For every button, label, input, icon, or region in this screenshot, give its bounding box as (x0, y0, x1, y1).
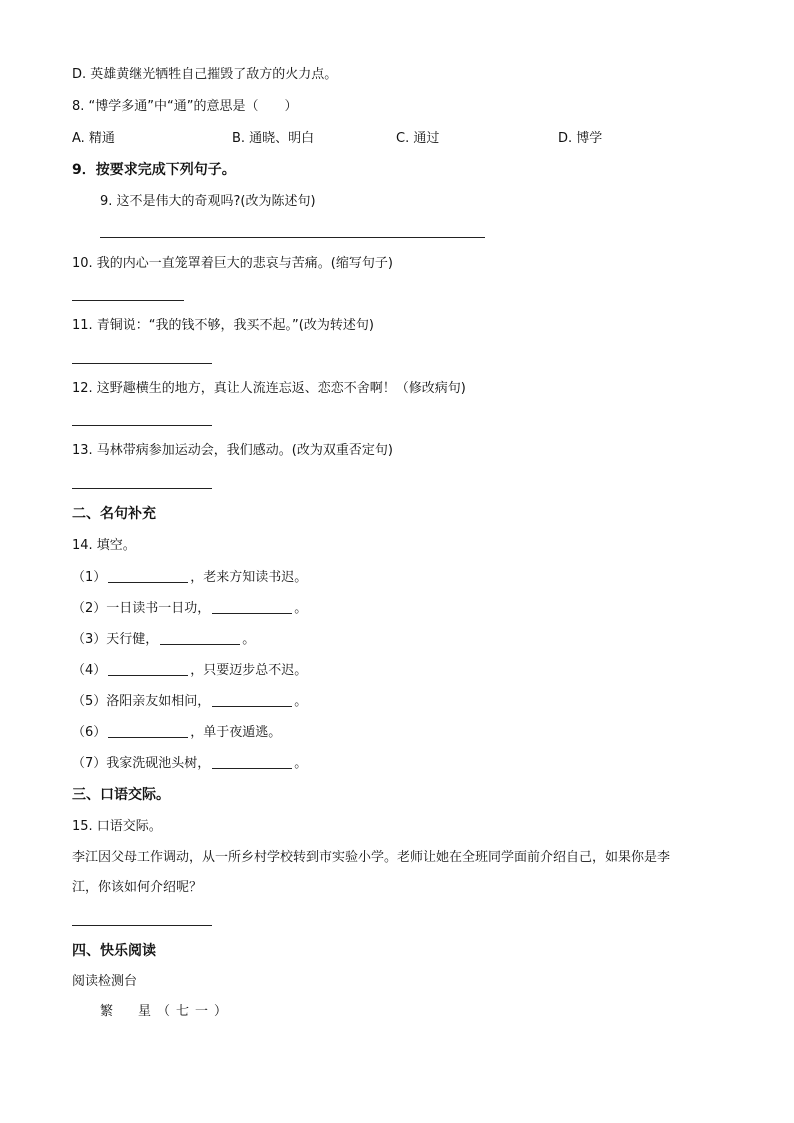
q15-text-line-1: 李江因父母工作调动，从一所乡村学校转到市实验小学。老师让她在全班同学面前介绍自己，如果你是李 (72, 850, 671, 865)
item-post: ，单于夜遁逃。 (190, 725, 282, 740)
item-pre: 一日读书一日功， (106, 601, 211, 616)
q10-prompt: 10. 我的内心一直笼罩着巨大的悲哀与苦痛。(缩写句子) (72, 256, 393, 271)
item-pre: 洛阳亲友如相问， (106, 694, 211, 709)
item-post: 。 (294, 756, 308, 771)
q14-item-3 (72, 630, 255, 649)
item-number: （6） (72, 725, 107, 740)
item-number: （1） (72, 570, 107, 585)
q14-item-1 (72, 568, 307, 587)
section-3-heading: 三、口语交际。 (72, 787, 170, 803)
q12-answer-line[interactable] (72, 425, 212, 426)
fill-blank[interactable] (212, 599, 292, 614)
item-number: （2） (72, 601, 107, 616)
item-post: 。 (242, 632, 256, 647)
poem-title: 繁 星（七一） (100, 1004, 234, 1019)
q13-answer-line[interactable] (72, 488, 212, 489)
q9-prompt: 9. 这不是伟大的奇观吗?(改为陈述句) (100, 194, 316, 209)
item-number: （7） (72, 756, 107, 771)
section-2-heading: 二、名句补充 (72, 506, 156, 522)
q12-prompt: 12. 这野趣横生的地方，真让人流连忘返、恋恋不舍啊！（修改病句) (72, 381, 466, 396)
q15-answer-line[interactable] (72, 925, 212, 926)
section-9-heading: 9．按要求完成下列句子。 (72, 162, 236, 178)
q8-option-a: A. 精通 (72, 131, 115, 146)
reading-label: 阅读检测台 (72, 974, 138, 989)
q7-option-d: D. 英雄黄继光牺牲自己摧毁了敌方的火力点。 (72, 67, 338, 82)
item-post: ，老来方知读书迟。 (190, 570, 308, 585)
q15-stem: 15. 口语交际。 (72, 819, 162, 834)
item-number: （5） (72, 694, 107, 709)
section-4-heading: 四、快乐阅读 (72, 943, 156, 959)
q9-answer-line[interactable] (100, 237, 485, 238)
item-post: ，只要迈步总不迟。 (190, 663, 308, 678)
q14-item-6 (72, 723, 281, 742)
q8-option-d: D. 博学 (558, 131, 603, 146)
q14-stem: 14. 填空。 (72, 538, 136, 553)
q14-item-4 (72, 661, 307, 680)
item-post: 。 (294, 601, 308, 616)
q8-stem: 8. “博学多通”中“通”的意思是（ ） (72, 99, 298, 114)
fill-blank[interactable] (108, 661, 188, 676)
q8-option-c: C. 通过 (396, 131, 440, 146)
q8-option-b: B. 通晓、明白 (232, 131, 315, 146)
q10-answer-line[interactable] (72, 300, 184, 301)
q11-answer-line[interactable] (72, 363, 212, 364)
q14-item-7 (72, 754, 307, 773)
q14-item-5 (72, 692, 307, 711)
q11-prompt: 11. 青铜说：“我的钱不够，我买不起。”(改为转述句) (72, 318, 374, 333)
fill-blank[interactable] (212, 692, 292, 707)
item-post: 。 (294, 694, 308, 709)
item-number: （3） (72, 632, 107, 647)
q14-item-2 (72, 599, 307, 618)
fill-blank[interactable] (108, 568, 188, 583)
item-number: （4） (72, 663, 107, 678)
fill-blank[interactable] (212, 754, 292, 769)
fill-blank[interactable] (108, 723, 188, 738)
item-pre: 天行健， (106, 632, 159, 647)
fill-blank[interactable] (160, 630, 240, 645)
item-pre: 我家洗砚池头树， (106, 756, 211, 771)
q13-prompt: 13. 马林带病参加运动会，我们感动。(改为双重否定句) (72, 443, 393, 458)
q15-text-line-2: 江，你该如何介绍呢？ (72, 880, 203, 895)
